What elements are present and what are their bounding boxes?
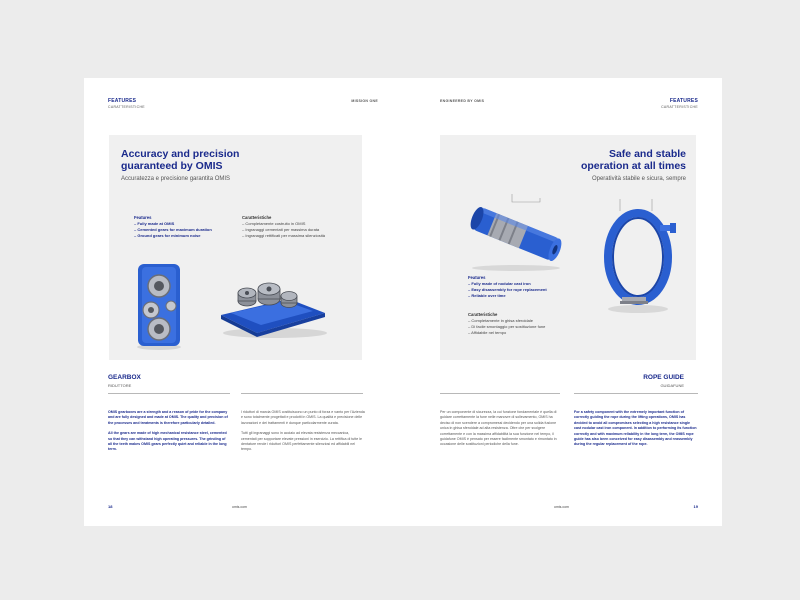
divider xyxy=(108,393,230,394)
features-it-title: Caratteristiche xyxy=(468,312,498,317)
gearbox-open-image xyxy=(217,277,329,339)
list-item: – Completamente in ghisa sferoidale xyxy=(468,318,545,324)
features-en-title: Features xyxy=(468,275,486,280)
features-en xyxy=(468,275,547,299)
features-en xyxy=(134,215,212,239)
header-label: FEATURES xyxy=(108,98,137,104)
header-sub: CARATTERISTICHE xyxy=(661,105,698,109)
features-it xyxy=(468,312,545,336)
header-right: MISSION ONE xyxy=(351,99,378,103)
section-title: GEARBOX xyxy=(108,374,141,381)
list-item: – Completamente costruito in OMIS xyxy=(242,221,325,227)
list-item: – Di facile smontaggio per sostituzione fune xyxy=(468,324,545,330)
list-item: – Ingranaggi rettificati per massima silenziosità xyxy=(242,233,325,239)
body-paragraph: Tutti gli ingranaggi sono in acciaio ad elevata resistenza meccanica, cementati per sopportare elevate pressioni in esercizio. La rettifica di tutte le dentature rende i riduttori OMIS perfettamente silenziosi ed affidabili nel tempo. xyxy=(241,431,363,452)
panel-subtitle: Accuratezza e precisione garantita OMIS xyxy=(121,176,231,182)
panel-title-line2: operation at all times xyxy=(580,160,686,172)
header-label: FEATURES xyxy=(669,98,698,104)
divider xyxy=(241,393,363,394)
rope-drum-image xyxy=(462,192,568,272)
rope-guide-image xyxy=(592,197,684,317)
list-item: – Reliable over time xyxy=(468,293,547,299)
body-paragraph: All the gears are made of high mechanical resistance steel, cemented so that they can withstand high operating pressures. The grinding of all the teeth makes OMIS gears perfectly quiet and reliable in the long term. xyxy=(108,431,227,452)
feature-panel xyxy=(109,135,362,360)
body-paragraph: For a safety component with the extremely important function of correctly guiding the rope during the lifting operations, OMIS has decided to avoid all compromises selecting a high resistance single cast nodular cast iron component. In addition to performing its function correctly and with maximum reliability in the long term, the OMIS rope guide has also been conceived for easy disassembly and reassembly during the regular replacement of the rope. xyxy=(574,410,697,447)
list-item: – Affidabile nel tempo xyxy=(468,330,545,336)
panel-subtitle: Operatività stabile e sicura, sempre xyxy=(591,176,686,182)
body-paragraph: I riduttori di marcia OMIS costituiscono un punto di forza e vanto per l'Azienda e sono totalmente progettati e prodotti in OMIS. La qualità e precisione delle lavorazioni e dei trattamenti è dunque particolarmente curata. xyxy=(241,410,365,425)
features-en-title: Features xyxy=(134,215,152,220)
header-left: ENGINEERED BY OMIS xyxy=(440,99,485,103)
body-it xyxy=(241,410,365,453)
body-paragraph: Per un componente di sicurezza, la cui funzione fondamentale è quella di guidare correttamente la fune nelle manovre di sollevamento, OMIS ha deciso di non scendere a compromessi decidendo per una solida fusione unica in ghisa sferoidale ad alta resistenza. Oltre che per svolgere correttamente e con la massima affidabilità la sua funzione nel tempo, il guidafune OMIS è pensato per essere facilmente smontato e rimontato in occasione delle sostituzioni periodiche della fune. xyxy=(440,410,557,447)
panel-title-line2: guaranteed by OMIS xyxy=(121,160,223,172)
list-item: – Ingranaggi cementati per massima durata xyxy=(242,227,325,233)
right-page xyxy=(402,78,722,526)
list-item: – Fully made at OMIS xyxy=(134,221,212,227)
features-it xyxy=(242,215,325,239)
list-item: – Ground gears for minimum noise xyxy=(134,233,212,239)
body-it xyxy=(440,410,562,448)
feature-panel xyxy=(440,135,696,360)
panel-title-line1: Safe and stable xyxy=(608,148,686,160)
header-sub: CARATTERISTICHE xyxy=(108,105,145,109)
list-item: – Fully made of nodular cast iron xyxy=(468,281,547,287)
list-item: – Easy disassembly for rope replacement xyxy=(468,287,547,293)
gearbox-vertical-image xyxy=(134,262,184,350)
page-number: 18 xyxy=(108,504,113,509)
panel-title-line1: Accuracy and precision xyxy=(121,148,240,160)
divider xyxy=(574,393,698,394)
body-paragraph: OMIS gearboxes are a strength and a reason of pride for the company and are fully designed and made at OMIS. The quality and precision of the processes and treatments is therefore particularly detailed. xyxy=(108,410,228,425)
section-subtitle: RIDUTTORE xyxy=(108,383,132,388)
footer-center: omis.com xyxy=(232,505,247,509)
body-en xyxy=(574,410,698,448)
list-item: – Cemented gears for maximum duration xyxy=(134,227,212,233)
divider xyxy=(440,393,560,394)
section-title: ROPE GUIDE xyxy=(643,374,684,381)
body-en xyxy=(108,410,230,453)
section-subtitle: GUIDAFUNE xyxy=(660,383,684,388)
footer-center: omis.com xyxy=(554,505,569,509)
left-page xyxy=(84,78,402,526)
page-number: 19 xyxy=(693,504,698,509)
features-it-title: Caratteristiche xyxy=(242,215,272,220)
